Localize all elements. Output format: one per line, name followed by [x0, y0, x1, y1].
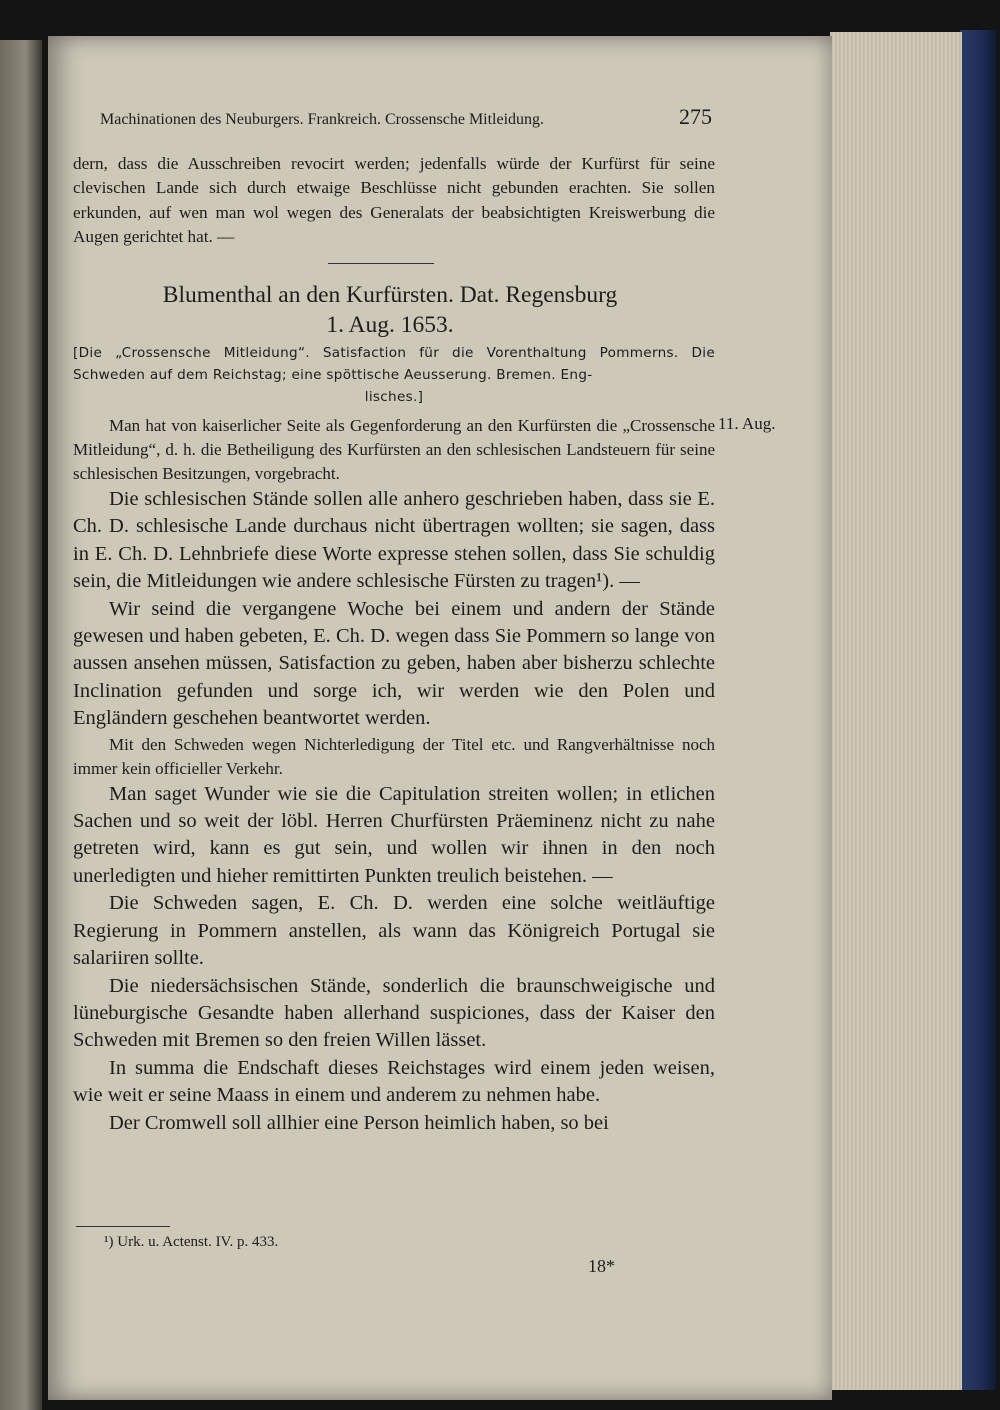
body-paragraph: In summa die Endschaft dieses Reichstages wird einem jeden weisen, wie weit er seine Maass in einem und anderem zu nehmen habe.	[73, 1056, 715, 1107]
page-number: 275	[679, 104, 712, 129]
body-paragraph: Der Cromwell soll allhier eine Person heimlich haben, so bei	[109, 1111, 609, 1134]
section-divider	[328, 263, 434, 264]
heading-line-2: 1. Aug. 1653.	[326, 312, 454, 338]
body-paragraph: Man hat von kaiserlicher Seite als Gegenforderung an den Kurfürsten die „Crossensche Mitleidung“, d. h. die Betheiligung des Kurfürsten an den schlesischen Landsteuern für seine schlesischen Besitzungen, vorgebracht.	[73, 416, 715, 483]
summary-last-line: lisches.]	[364, 389, 424, 405]
footnote: ¹) Urk. u. Actenst. IV. p. 433.	[104, 1234, 279, 1250]
footnote-rule	[76, 1226, 170, 1227]
letter-heading	[90, 280, 690, 340]
book-cover-edge	[960, 30, 996, 1390]
letter-body	[73, 414, 715, 1137]
heading-line-1: Blumenthal an den Kurfürsten. Dat. Regensburg	[162, 282, 618, 308]
top-paragraph: dern, dass die Ausschreiben revocirt werden; jedenfalls würde der Kurfürst für seine clevischen Lande sich durch etwaige Beschlüsse nicht gebunden erachten. Sie sollen erkunden, auf wen man wol wegen des Generalats der beabsichtigten Kreiswerbung die Augen gerichtet hat. —	[73, 154, 715, 246]
body-paragraph: Wir seind die vergangene Woche bei einem und andern der Stände gewesen und haben gebeten, E. Ch. D. wegen dass Sie Pommern so lange von aussen ansehen müssen, Satisfaction zu geben, haben aber bisherzu schlechte Inclination gefunden und sorge ich, wir werden wie den Polen und Engländern geschehen beantwortet werden.	[73, 597, 715, 730]
running-head-title: Machinationen des Neuburgers. Frankreich. Crossensche Mitleidung.	[100, 111, 545, 128]
left-page-edge	[0, 40, 42, 1410]
page-stack-edges	[830, 32, 962, 1390]
body-paragraph: Die schlesischen Stände sollen alle anhero geschrieben haben, dass sie E. Ch. D. schlesische Lande durchaus nicht übertragen wollten; sie sagen, dass in E. Ch. D. Lehnbriefe diese Worte expresse stehen sollen, dass Sie schuldig sein, die Mitleidungen wie andere schlesische Fürsten zu tragen¹). —	[73, 488, 715, 593]
margin-date-note: 11. Aug.	[718, 414, 776, 433]
letter-summary	[73, 342, 715, 408]
body-paragraph: Mit den Schweden wegen Nichterledigung der Titel etc. und Rangverhältnisse noch immer kein officieller Verkehr.	[73, 734, 715, 778]
signature-mark: 18*	[588, 1256, 615, 1276]
running-head	[100, 104, 712, 130]
body-paragraph: Die Schweden sagen, E. Ch. D. werden eine solche weitläuftige Regierung in Pommern anstellen, als wann das Königreich Portugal sie salariiren sollte.	[73, 892, 715, 970]
body-paragraph: Die niedersächsischen Stände, sonderlich die braunschweigische und lüneburgische Gesandte haben allerhand suspiciones, dass der Kaiser den Schweden mit Bremen so den freien Willen lässet.	[73, 974, 715, 1052]
summary-text: [Die „Crossensche Mitleidung“. Satisfaction für die Vorenthaltung Pommerns. Die Schweden auf dem Reichstag; eine spöttische Aeusserung. Bremen. Eng-	[73, 345, 715, 383]
body-paragraph: Man saget Wunder wie sie die Capitulation streiten wollen; in etlichen Sachen und so weit der löbl. Herren Churfürsten Präeminenz nicht zu nahe getreten wird, kann es gut sein, und wollen wir ihnen in den noch unerledigten und hieher remittirten Punkten treulich beistehen. —	[73, 782, 715, 887]
